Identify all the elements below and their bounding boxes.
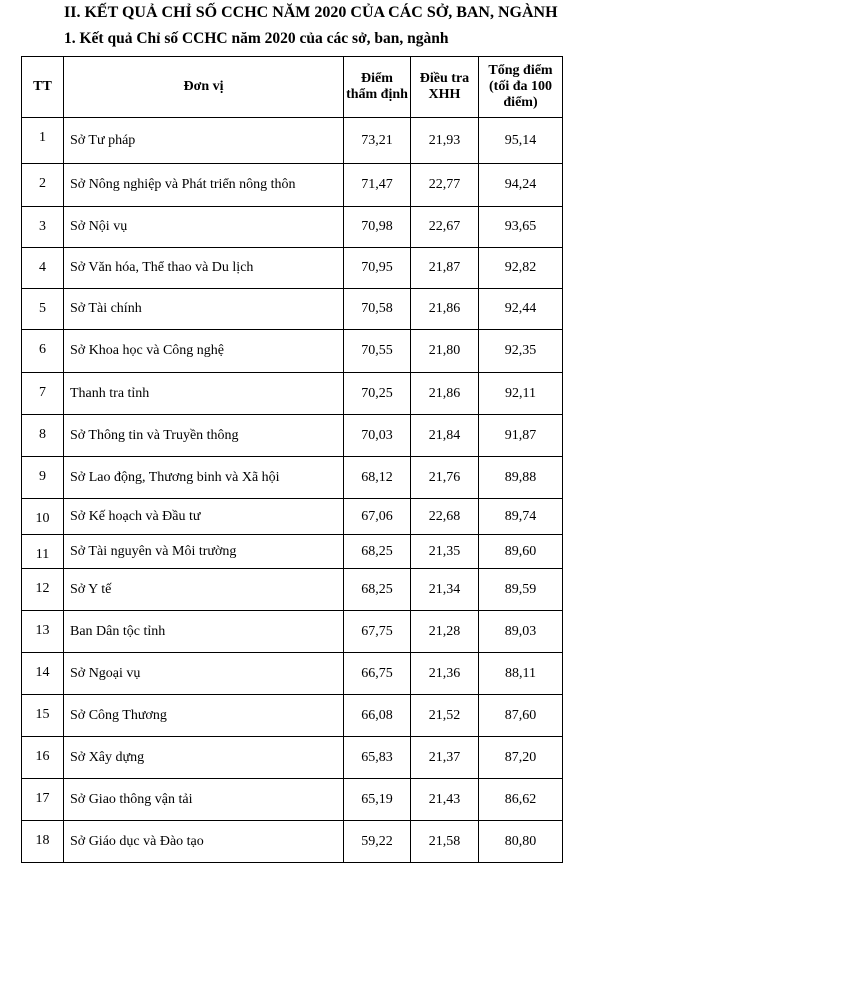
table-row (22, 164, 563, 207)
row-tt: 6 (22, 330, 64, 373)
table-row (22, 779, 563, 821)
row-total-score: 87,20 (479, 737, 563, 779)
row-appraisal-score: 67,75 (344, 611, 411, 653)
row-appraisal-score: 65,19 (344, 779, 411, 821)
row-unit: Sở Kế hoạch và Đầu tư (64, 499, 344, 535)
row-total-score: 92,44 (479, 289, 563, 330)
row-appraisal-score: 59,22 (344, 821, 411, 863)
row-unit: Sở Y tế (64, 569, 344, 611)
row-total-score: 92,35 (479, 330, 563, 373)
table-row (22, 118, 563, 164)
table-row (22, 457, 563, 499)
row-survey-score: 21,58 (411, 821, 479, 863)
row-appraisal-score: 66,08 (344, 695, 411, 737)
row-unit: Sở Thông tin và Truyền thông (64, 415, 344, 457)
row-survey-score: 21,36 (411, 653, 479, 695)
row-appraisal-score: 67,06 (344, 499, 411, 535)
row-tt: 10 (22, 499, 64, 535)
row-survey-score: 21,76 (411, 457, 479, 499)
row-unit: Sở Nội vụ (64, 207, 344, 248)
row-total-score: 89,88 (479, 457, 563, 499)
row-tt: 15 (22, 695, 64, 737)
table-row (22, 373, 563, 415)
header-unit: Đơn vị (64, 57, 344, 118)
row-tt: 4 (22, 248, 64, 289)
row-survey-score: 22,67 (411, 207, 479, 248)
row-unit: Sở Giao thông vận tải (64, 779, 344, 821)
header-tt: TT (22, 57, 64, 118)
row-total-score: 88,11 (479, 653, 563, 695)
row-total-score: 89,59 (479, 569, 563, 611)
table-row (22, 330, 563, 373)
row-survey-score: 21,93 (411, 118, 479, 164)
section-title: II. KẾT QUẢ CHỈ SỐ CCHC NĂM 2020 CỦA CÁC SỞ, BAN, NGÀNH (64, 4, 558, 21)
row-appraisal-score: 70,25 (344, 373, 411, 415)
row-unit: Sở Nông nghiệp và Phát triển nông thôn (64, 164, 344, 207)
row-tt: 7 (22, 373, 64, 415)
row-appraisal-score: 71,47 (344, 164, 411, 207)
row-tt: 18 (22, 821, 64, 863)
row-total-score: 95,14 (479, 118, 563, 164)
row-survey-score: 21,34 (411, 569, 479, 611)
row-unit: Ban Dân tộc tỉnh (64, 611, 344, 653)
row-tt: 3 (22, 207, 64, 248)
row-tt: 9 (22, 457, 64, 499)
row-appraisal-score: 70,98 (344, 207, 411, 248)
row-survey-score: 21,52 (411, 695, 479, 737)
table-header-row (22, 57, 563, 118)
row-survey-score: 21,84 (411, 415, 479, 457)
row-appraisal-score: 70,55 (344, 330, 411, 373)
row-survey-score: 22,77 (411, 164, 479, 207)
row-total-score: 92,82 (479, 248, 563, 289)
row-survey-score: 21,28 (411, 611, 479, 653)
row-unit: Thanh tra tỉnh (64, 373, 344, 415)
row-tt: 12 (22, 569, 64, 611)
table-row (22, 248, 563, 289)
row-unit: Sở Văn hóa, Thể thao và Du lịch (64, 248, 344, 289)
row-appraisal-score: 68,25 (344, 569, 411, 611)
row-total-score: 87,60 (479, 695, 563, 737)
row-tt: 11 (22, 535, 64, 569)
row-appraisal-score: 68,25 (344, 535, 411, 569)
row-appraisal-score: 68,12 (344, 457, 411, 499)
row-total-score: 94,24 (479, 164, 563, 207)
row-unit: Sở Giáo dục và Đào tạo (64, 821, 344, 863)
header-appraisal: Điểm thẩm định (344, 57, 411, 118)
row-appraisal-score: 66,75 (344, 653, 411, 695)
row-total-score: 93,65 (479, 207, 563, 248)
table-row (22, 821, 563, 863)
row-unit: Sở Tài chính (64, 289, 344, 330)
cchc-results-table (21, 56, 563, 863)
row-total-score: 80,80 (479, 821, 563, 863)
row-total-score: 89,03 (479, 611, 563, 653)
table-row (22, 535, 563, 569)
table-row (22, 415, 563, 457)
row-survey-score: 21,87 (411, 248, 479, 289)
table-row (22, 207, 563, 248)
row-tt: 13 (22, 611, 64, 653)
row-survey-score: 21,37 (411, 737, 479, 779)
row-tt: 14 (22, 653, 64, 695)
row-tt: 5 (22, 289, 64, 330)
row-appraisal-score: 73,21 (344, 118, 411, 164)
row-tt: 16 (22, 737, 64, 779)
row-survey-score: 21,43 (411, 779, 479, 821)
row-appraisal-score: 70,58 (344, 289, 411, 330)
row-survey-score: 21,86 (411, 373, 479, 415)
row-tt: 8 (22, 415, 64, 457)
subsection-title: 1. Kết quả Chỉ số CCHC năm 2020 của các sở, ban, ngành (64, 30, 449, 47)
row-unit: Sở Xây dựng (64, 737, 344, 779)
row-appraisal-score: 70,03 (344, 415, 411, 457)
row-tt: 1 (22, 118, 64, 164)
row-survey-score: 21,86 (411, 289, 479, 330)
table-row (22, 611, 563, 653)
row-unit: Sở Khoa học và Công nghệ (64, 330, 344, 373)
header-survey: Điều tra XHH (411, 57, 479, 118)
row-total-score: 92,11 (479, 373, 563, 415)
table-row (22, 289, 563, 330)
row-appraisal-score: 70,95 (344, 248, 411, 289)
row-unit: Sở Lao động, Thương binh và Xã hội (64, 457, 344, 499)
row-total-score: 86,62 (479, 779, 563, 821)
row-tt: 17 (22, 779, 64, 821)
header-total: Tổng điểm (tối đa 100 điểm) (479, 57, 563, 118)
row-unit: Sở Tài nguyên và Môi trường (64, 535, 344, 569)
row-unit: Sở Ngoại vụ (64, 653, 344, 695)
row-tt: 2 (22, 164, 64, 207)
row-survey-score: 21,80 (411, 330, 479, 373)
table-row (22, 695, 563, 737)
table-row (22, 737, 563, 779)
table-row (22, 499, 563, 535)
row-unit: Sở Tư pháp (64, 118, 344, 164)
row-unit: Sở Công Thương (64, 695, 344, 737)
table-row (22, 569, 563, 611)
row-total-score: 89,74 (479, 499, 563, 535)
row-total-score: 91,87 (479, 415, 563, 457)
table-row (22, 653, 563, 695)
row-survey-score: 22,68 (411, 499, 479, 535)
row-survey-score: 21,35 (411, 535, 479, 569)
row-appraisal-score: 65,83 (344, 737, 411, 779)
row-total-score: 89,60 (479, 535, 563, 569)
